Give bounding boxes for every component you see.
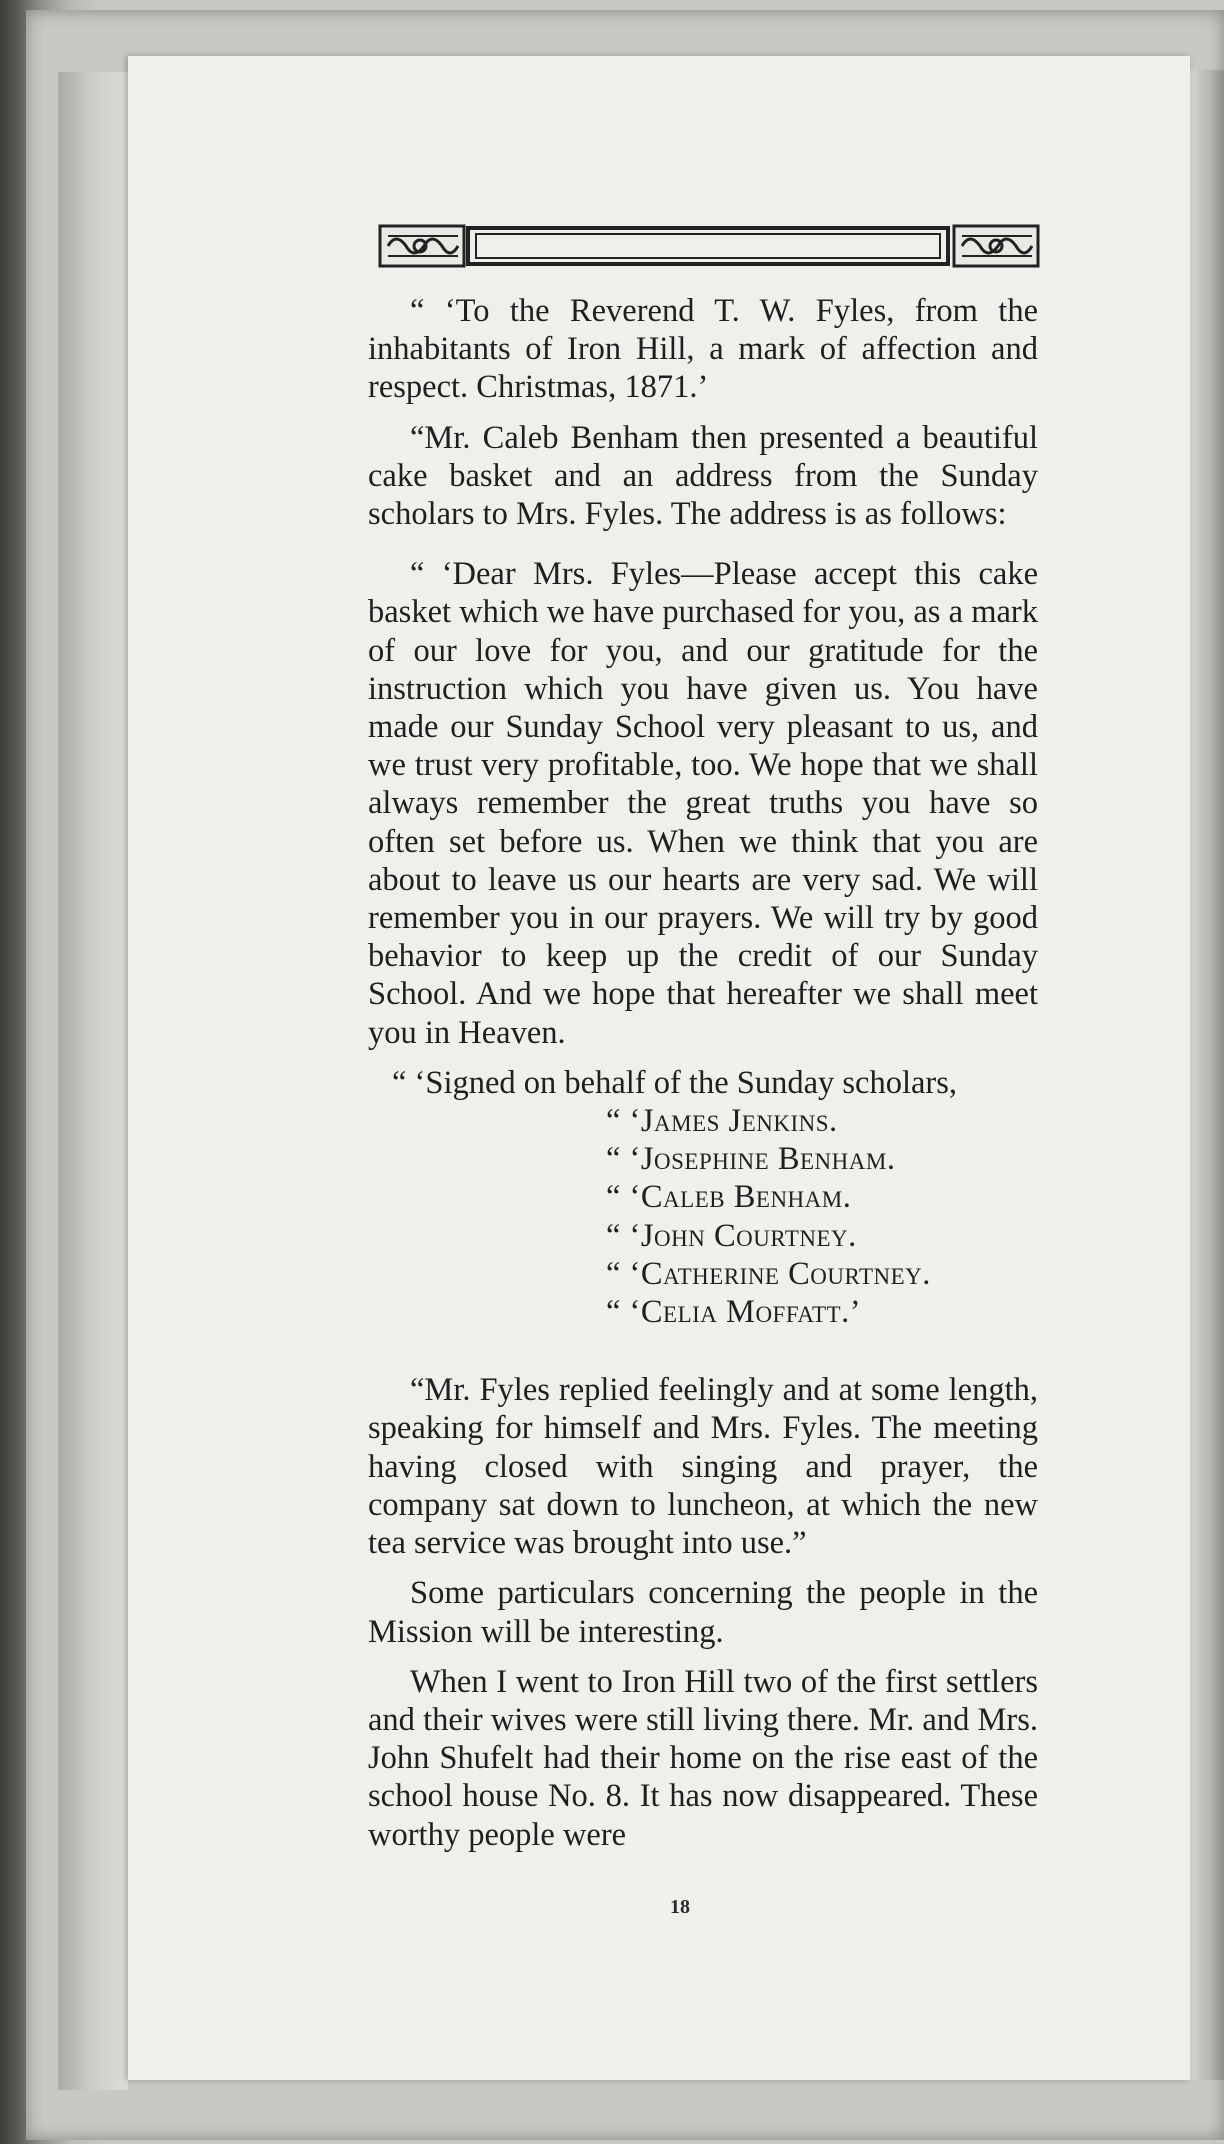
paragraph-particulars: Some particulars concerning the people in the Mission will be interesting. — [368, 1575, 1038, 1650]
paragraph-inscription: “ ‘To the Reverend T. W. Fyles, from the inhabitants of Iron Hill, a mark of affection and respect. Christmas, 1871.’ — [368, 293, 1038, 406]
signature-josephine-benham: “ ‘Josephine Benham. — [606, 1141, 896, 1178]
signature-celia-moffatt: “ ‘Celia Moffatt.’ — [606, 1294, 862, 1331]
signature-john-courtney: “ ‘John Courtney. — [606, 1217, 857, 1254]
page-body-text — [368, 292, 1038, 1854]
signature-james-jenkins: “ ‘James Jenkins. — [606, 1103, 838, 1140]
page-edge-left — [58, 72, 128, 2090]
page-edge-right — [1190, 70, 1224, 2080]
paragraph-reply: “Mr. Fyles replied feelingly and at some length, speaking for himself and Mrs. Fyles. The meeting having closed with singing and prayer, the company sat down to luncheon, at which the new tea service was brought into use.” — [368, 1372, 1038, 1562]
signature-caleb-benham: “ ‘Caleb Benham. — [606, 1179, 852, 1216]
signature-catherine-courtney: “ ‘Catherine Courtney. — [606, 1255, 931, 1292]
signature-intro: “ ‘Signed on behalf of the Sunday scholars, — [392, 1064, 958, 1101]
signature-list — [606, 1102, 1038, 1331]
page-number: 18 — [670, 1896, 690, 1918]
paragraph-address: “ ‘Dear Mrs. Fyles—Please accept this cake basket which we have purchased for you, as a mark of our love for you, and our gratitude for the instruction which you have given us. You have made our Sunday School very pleasant to us, and we trust very profitable, too. We hope that we shall always remember the great truths you have so often set before us. When we think that you are about to leave us our hearts are very sad. We will remember you in our prayers. We will try by good behavior to keep up the credit of our Sunday School. And we hope that hereafter we shall meet you in Heaven. — [368, 556, 1038, 1051]
paragraph-settlers: When I went to Iron Hill two of the first settlers and their wives were still living there. Mr. and Mrs. John Shufelt had their home on the rise east of the school house No. 8. It has now disappeared. These worthy people were — [368, 1663, 1038, 1853]
header-ornament-icon — [378, 220, 1040, 272]
paragraph-cake-basket: “Mr. Caleb Benham then presented a beautiful cake basket and an address from the Sunday scholars to Mrs. Fyles. The address is as follows: — [368, 419, 1038, 533]
